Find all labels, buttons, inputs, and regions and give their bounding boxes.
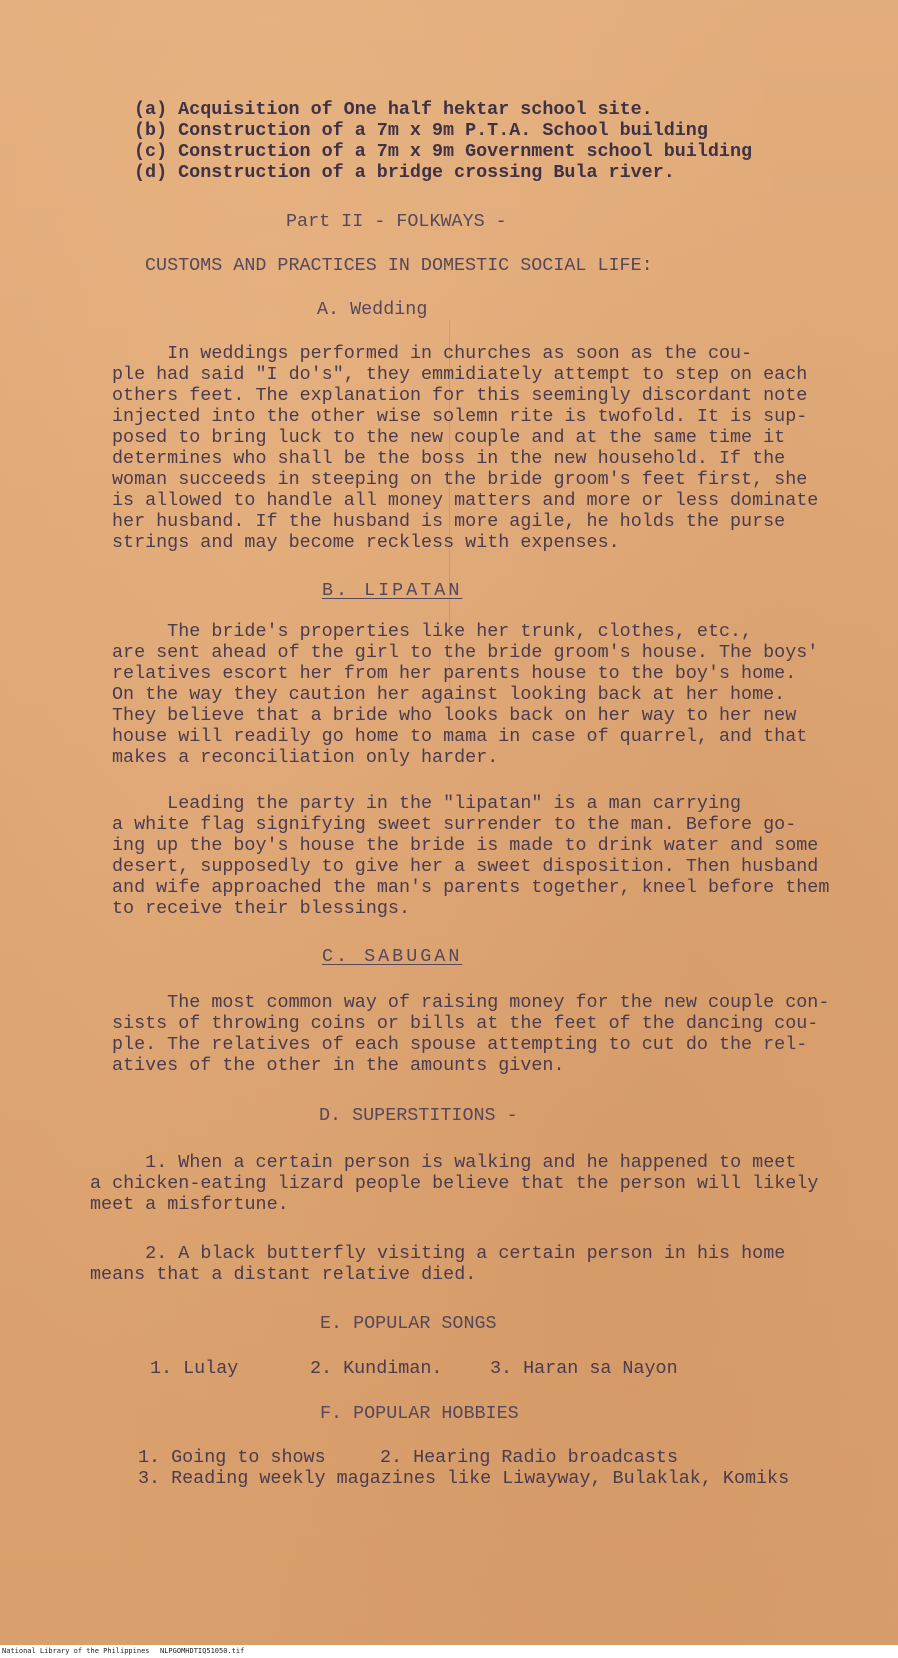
section-b-line: On the way they caution her against looking back at her home. (112, 684, 786, 705)
section-b-line: Leading the party in the "lipatan" is a man carrying (112, 793, 742, 814)
hobby-item: 2. Hearing Radio broadcasts (380, 1447, 678, 1468)
section-b-line: relatives escort her from her parents house to the boy's home. (112, 663, 797, 684)
list-item-c: (c) Construction of a 7m x 9m Government school building (134, 141, 753, 162)
section-b-line: They believe that a bride who looks back on her way to her new (112, 705, 797, 726)
section-b-heading: B. LIPATAN (322, 580, 463, 601)
section-b-line: are sent ahead of the girl to the bride groom's house. The boys' (112, 642, 819, 663)
section-a-line: ple had said "I do's", they emmidiately attempt to step on each (112, 364, 808, 385)
section-b-line: ing up the boy's house the bride is made to drink water and some (112, 835, 819, 856)
section-c-line: The most common way of raising money for the new couple con- (112, 992, 830, 1013)
section-e-heading: E. POPULAR SONGS (320, 1313, 497, 1334)
list-item-d: (d) Construction of a bridge crossing Bula river. (134, 162, 675, 183)
section-b-line: to receive their blessings. (112, 898, 410, 919)
superstition-line: means that a distant relative died. (90, 1264, 477, 1285)
section-b-line: house will readily go home to mama in case of quarrel, and that (112, 726, 808, 747)
section-a-line: determines who shall be the boss in the new household. If the (112, 448, 786, 469)
section-c-heading: C. SABUGAN (322, 946, 463, 967)
song-item: 3. Haran sa Nayon (490, 1358, 678, 1379)
superstition-line: a chicken-eating lizard people believe that the person will likely (90, 1173, 819, 1194)
section-b-line: The bride's properties like her trunk, clothes, etc., (112, 621, 753, 642)
superstition-line: meet a misfortune. (90, 1194, 289, 1215)
section-a-line: strings and may become reckless with expenses. (112, 532, 620, 553)
section-a-line: her husband. If the husband is more agile, he holds the purse (112, 511, 786, 532)
hobby-item: 1. Going to shows (138, 1447, 326, 1468)
section-c-line: ple. The relatives of each spouse attempting to cut do the rel- (112, 1034, 808, 1055)
section-a-line: posed to bring luck to the new couple and at the same time it (112, 427, 786, 448)
section-b-line: a white flag signifying sweet surrender to the man. Before go- (112, 814, 797, 835)
section-a-line: In weddings performed in churches as soon as the cou- (112, 343, 753, 364)
hobby-item: 3. Reading weekly magazines like Liwayway, Bulaklak, Komiks (138, 1468, 790, 1489)
list-item-a: (a) Acquisition of One half hektar school site. (134, 99, 653, 120)
section-d-heading: D. SUPERSTITIONS - (319, 1105, 518, 1126)
part-heading: Part II - FOLKWAYS - (286, 211, 507, 232)
section-a-line: woman succeeds in steeping on the bride groom's feet first, she (112, 469, 808, 490)
section-a-heading: A. Wedding (317, 299, 428, 320)
superstition-line: 1. When a certain person is walking and he happened to meet (90, 1152, 797, 1173)
section-f-heading: F. POPULAR HOBBIES (320, 1403, 519, 1424)
section-c-line: atives of the other in the amounts given. (112, 1055, 565, 1076)
section-c-line: sists of throwing coins or bills at the feet of the dancing cou- (112, 1013, 819, 1034)
song-item: 2. Kundiman. (310, 1358, 443, 1379)
section-a-line: others feet. The explanation for this seemingly discordant note (112, 385, 808, 406)
song-item: 1. Lulay (150, 1358, 239, 1379)
section-b-line: desert, supposedly to give her a sweet disposition. Then husband (112, 856, 819, 877)
section-b-line: makes a reconciliation only harder. (112, 747, 499, 768)
footer-filename: NLPGOMHDTIQ51050.tif (160, 1647, 245, 1655)
customs-heading: CUSTOMS AND PRACTICES IN DOMESTIC SOCIAL LIFE: (145, 255, 653, 276)
superstition-line: 2. A black butterfly visiting a certain person in his home (90, 1243, 786, 1264)
footer-source: National Library of the Philippines (2, 1647, 150, 1655)
list-item-b: (b) Construction of a 7m x 9m P.T.A. School building (134, 120, 708, 141)
section-a-line: injected into the other wise solemn rite is twofold. It is sup- (112, 406, 808, 427)
section-a-line: is allowed to handle all money matters and more or less dominate (112, 490, 819, 511)
section-b-line: and wife approached the man's parents together, kneel before them (112, 877, 830, 898)
